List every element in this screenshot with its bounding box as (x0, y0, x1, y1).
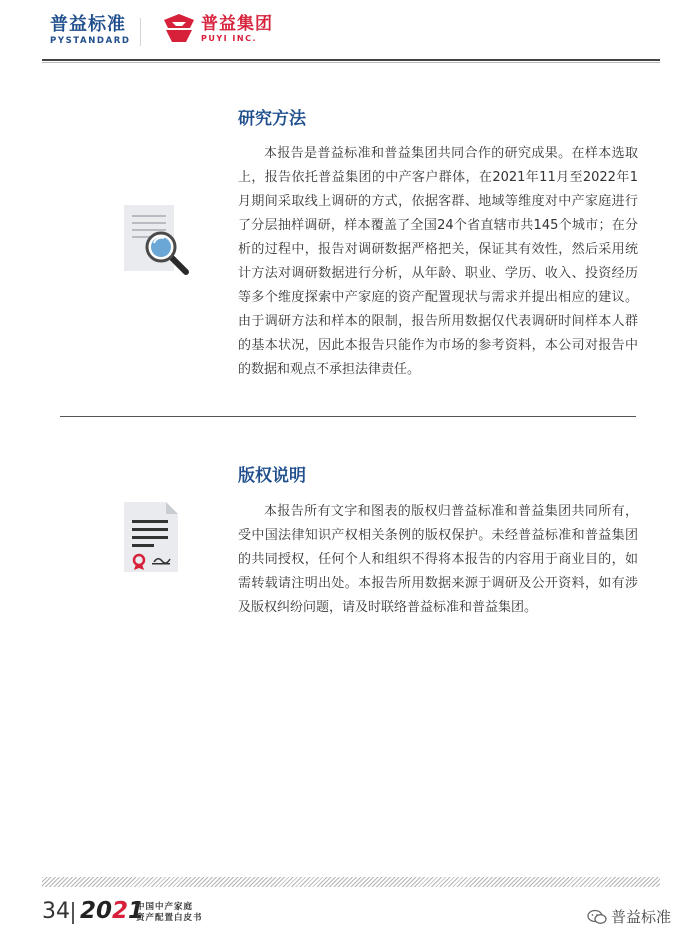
header-rule (42, 59, 660, 61)
header-separator (140, 18, 141, 46)
pystandard-logo (50, 14, 131, 46)
pystandard-logo-cn: 普益标准 (50, 14, 126, 35)
puyi-logo (162, 14, 273, 44)
certificate-document-icon (122, 500, 180, 574)
page-number: 34 (42, 899, 70, 924)
pystandard-logo-en: PYSTANDARD (50, 36, 131, 46)
footer-bar (72, 902, 74, 924)
year-suffix: 1 (128, 898, 145, 924)
puyi-logo-en: PUYI INC. (201, 34, 257, 43)
wechat-icon (587, 909, 607, 925)
report-subtitle-line1: 中国中产家庭 (136, 902, 194, 912)
year-prefix: 20 (80, 898, 113, 924)
research-method-body: 本报告是普益标准和普益集团共同合作的研究成果。在样本选取上，报告依托普益集团的中产客户群体，在2021年11月至2022年1月期间采取线上调研的方式，依据客群、地域等维度对中产家庭进行了分层抽样调研，样本覆盖了全国24个省直辖市共145个城市；在分析的过程中，报告对调研数据严格把关，保证其有效性，然后采用统计方法对调研数据进行分析，从年龄、职业、学历、收入、投资经历等多个维度探索中产家庭的资产配置现状与需求并提出相应的建议。由于调研方法和样本的限制，报告所用数据仅代表调研时间样本人群的基本状况，因此本报告只能作为市场的参考资料，本公司对报告中的数据和观点不承担法律责任。 (238, 146, 638, 377)
copyright-body: 本报告所有文字和图表的版权归普益标准和普益集团共同所有，受中国法律知识产权相关条例的版权保护。未经普益标准和普益集团的共同授权，任何个人和组织不得将本报告的内容用于商业目的，如需转载请注明出处。本报告所用数据来源于调研及公开资料，如有涉及版权纠纷问题，请及时联络普益标准和普益集团。 (238, 504, 638, 615)
report-subtitle (136, 902, 203, 924)
report-subtitle-line2: 资产配置白皮书 (136, 913, 203, 923)
copyright-title: 版权说明 (238, 466, 306, 486)
research-method-title: 研究方法 (238, 109, 306, 129)
footer-hatch-band (42, 877, 660, 887)
section-divider (60, 416, 636, 417)
puyi-logo-cn: 普益集团 (201, 14, 273, 34)
watermark-text: 普益标准 (611, 908, 672, 926)
puyi-logo-icon (162, 14, 196, 44)
wechat-watermark (587, 906, 671, 927)
magnifier-document-icon (120, 203, 192, 277)
report-year (80, 898, 144, 924)
year-highlight: 2 (112, 898, 129, 924)
header-rule-thin (42, 62, 660, 63)
